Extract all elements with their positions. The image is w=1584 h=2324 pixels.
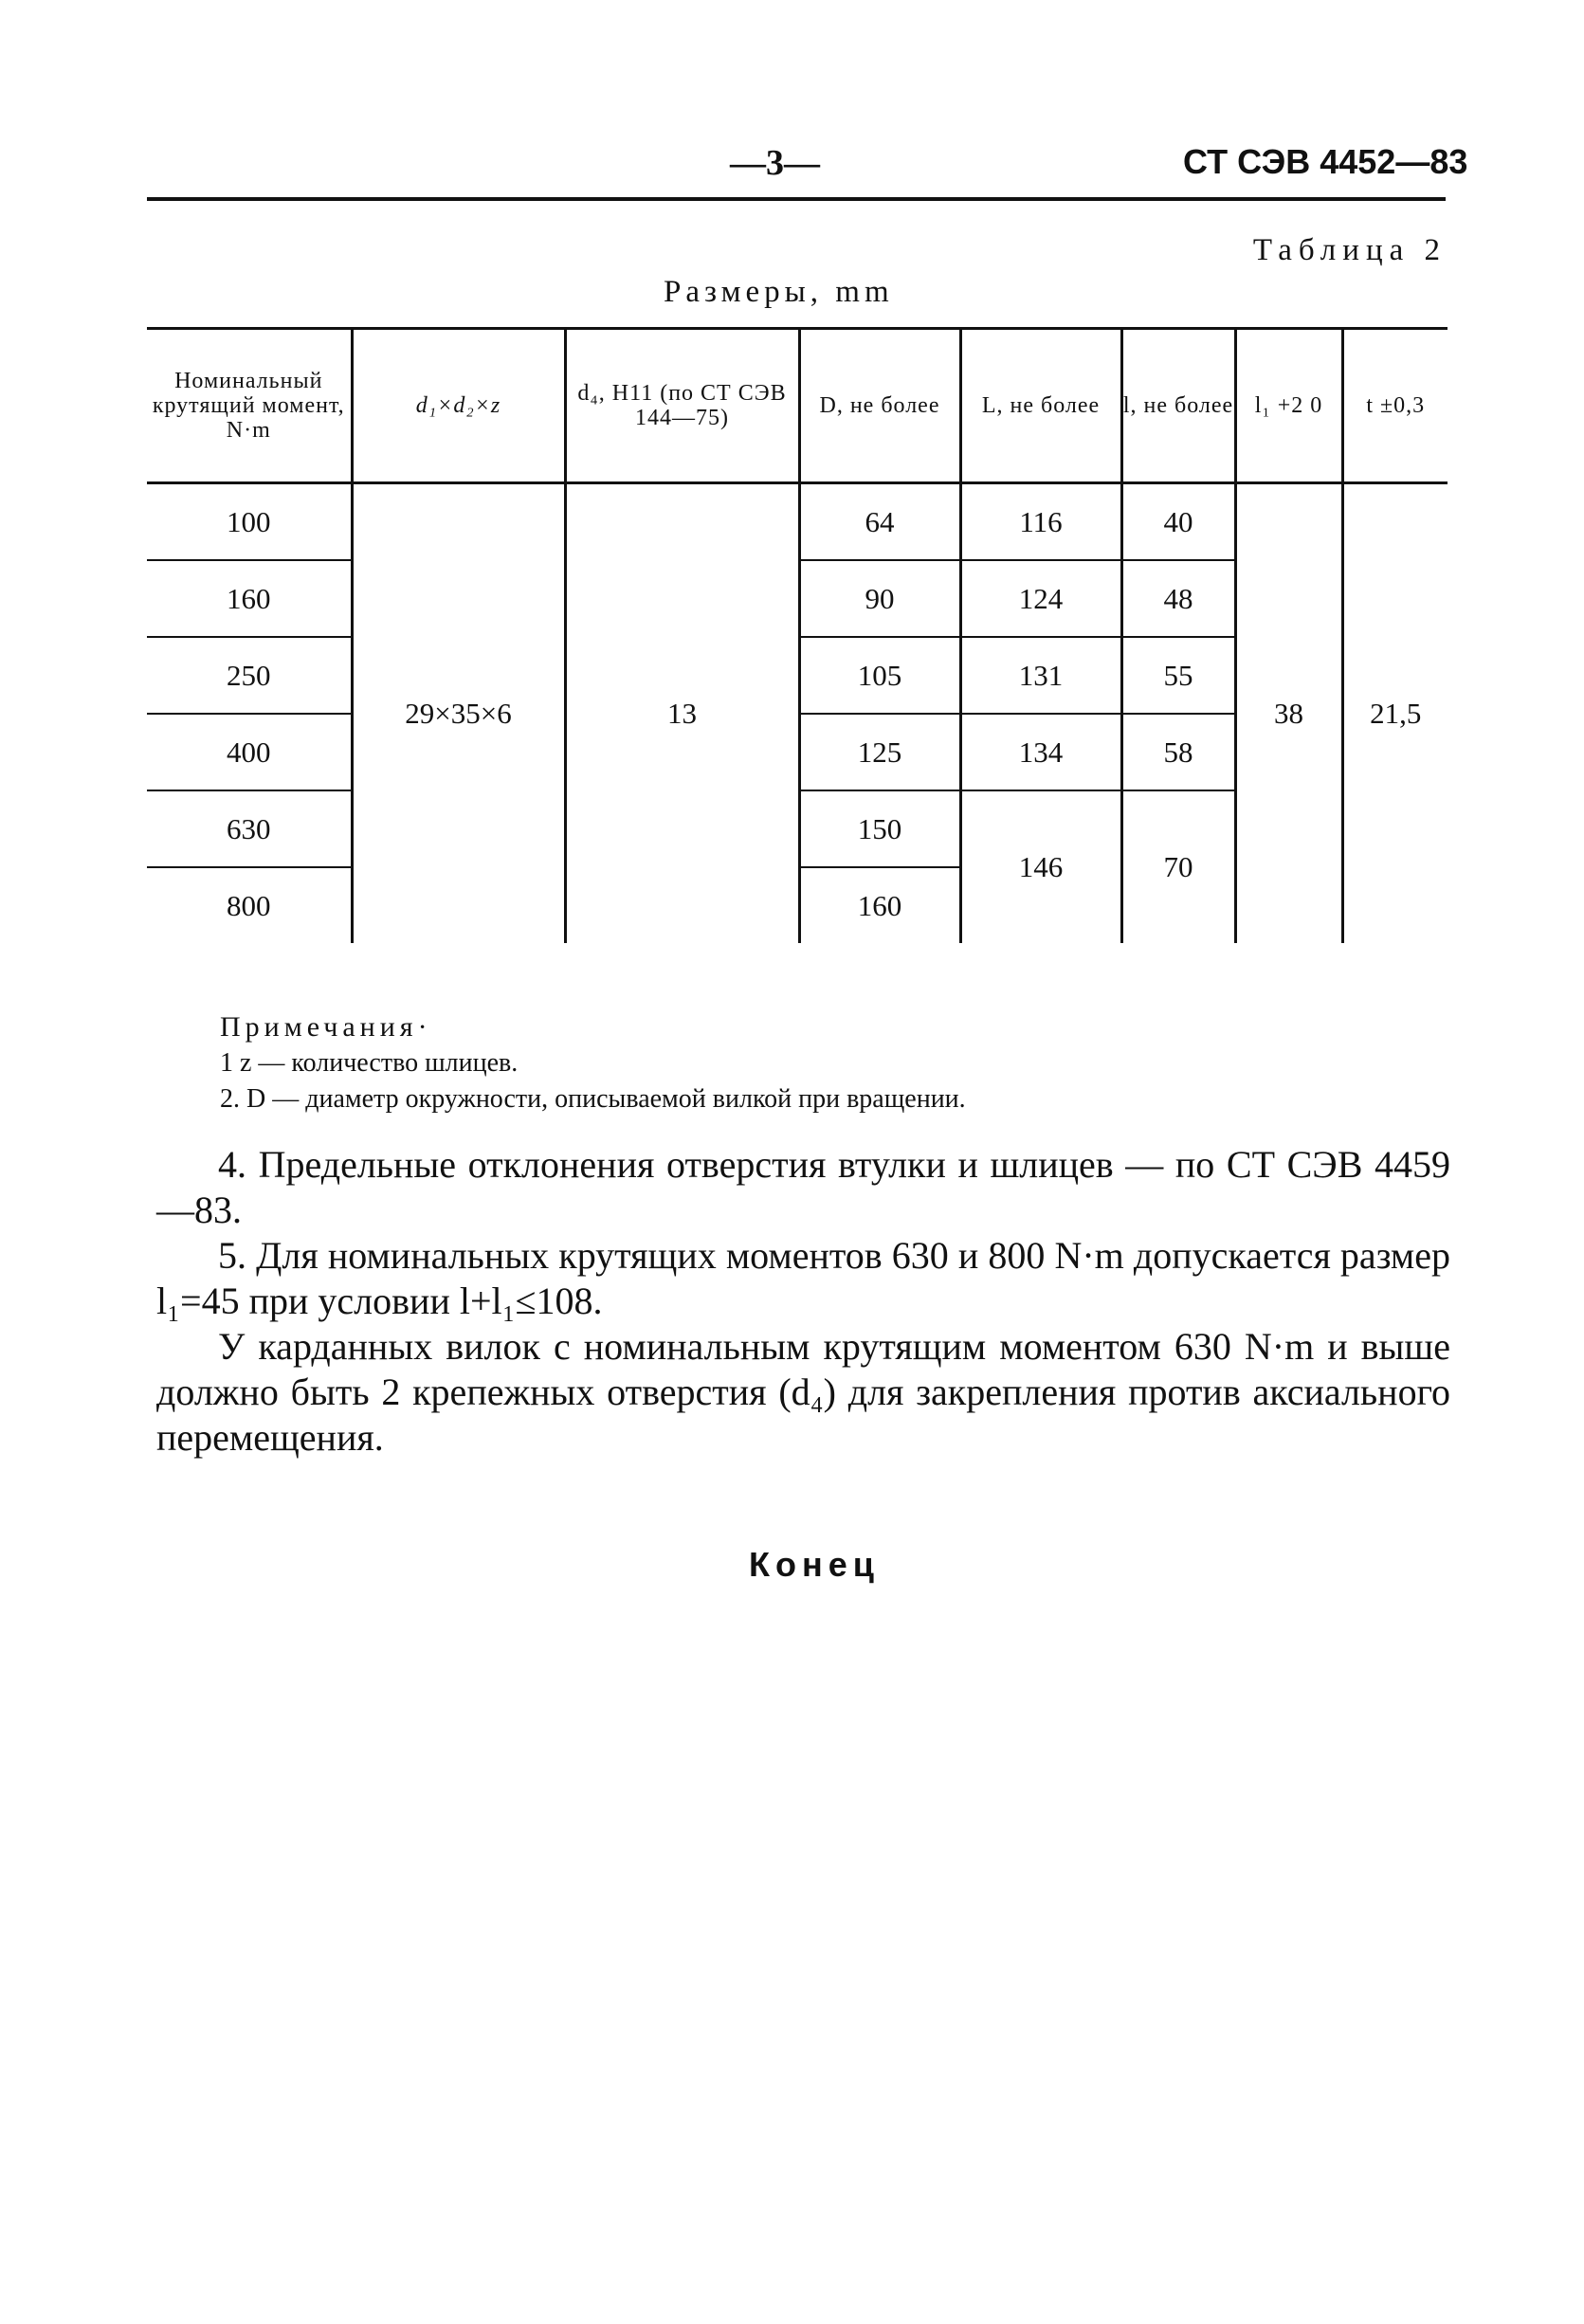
cell-torque: 100: [147, 483, 352, 561]
cell-L: 124: [960, 560, 1121, 637]
header-d4: d₄, H11 (по СТ СЭВ 144—75): [565, 329, 799, 483]
table-label: Таблица 2: [1252, 233, 1447, 267]
cell-D: 150: [799, 790, 960, 867]
body-text: [156, 1142, 1450, 1461]
header-d1d2z: d₁×d₂×z: [352, 329, 565, 483]
header-L: L, не более: [960, 329, 1121, 483]
end-marker: Конец: [749, 1545, 880, 1584]
table-notes: [220, 1009, 966, 1117]
header-t: t ±0,3: [1342, 329, 1447, 483]
cell-torque: 800: [227, 888, 271, 922]
document-code: СТ СЭВ 4452—83: [1183, 142, 1468, 181]
paragraph: У карданных вилок с номинальным крутящим моментом 630 N·m и выше должно быть 2 крепежных отверстия (d₄) для закрепления против аксиального перемещения.: [156, 1325, 1450, 1459]
cell-l: 40: [1121, 483, 1235, 561]
cell-l: 58: [1121, 714, 1235, 790]
header-torque: Номинальный крутящий момент, N·m: [152, 369, 345, 443]
cell-D: 160: [799, 867, 960, 943]
cell-d4: 13: [565, 483, 799, 944]
cell-L: 146: [960, 790, 1121, 943]
units-caption: Размеры, mm: [664, 275, 894, 309]
header-l: l, не более: [1121, 329, 1235, 483]
note-item: 1 z — количество шлицев.: [220, 1048, 519, 1078]
dimensions-table: [147, 327, 1447, 943]
cell-d1d2z: 29×35×6: [352, 483, 565, 944]
paragraph: 5. Для номинальных крутящих моментов 630 и 800 N·m допускается размер l₁=45 при условии l+l₁≤108.: [156, 1234, 1450, 1322]
cell-L: 131: [960, 637, 1121, 714]
cell-t: 21,5: [1342, 483, 1447, 944]
cell-D: 125: [799, 714, 960, 790]
cell-l1: 38: [1235, 483, 1342, 944]
header-D: D, не более: [799, 329, 960, 483]
note-item: 2. D — диаметр окружности, описываемой вилкой при вращении.: [220, 1084, 966, 1114]
header-l1: l₁ +2 0: [1235, 329, 1342, 483]
cell-l: 55: [1121, 637, 1235, 714]
header-rule: [147, 197, 1446, 201]
cell-D: 90: [799, 560, 960, 637]
table-row: [147, 483, 1447, 561]
cell-D: 64: [799, 483, 960, 561]
cell-torque: 250: [147, 637, 352, 714]
page-number: —3—: [730, 143, 820, 183]
cell-L: 116: [960, 483, 1121, 561]
cell-l: 48: [1121, 560, 1235, 637]
paragraph: 4. Предельные отклонения отверстия втулки и шлицев — по СТ СЭВ 4459—83.: [156, 1143, 1450, 1231]
cell-L: 134: [960, 714, 1121, 790]
cell-torque: 160: [147, 560, 352, 637]
cell-torque: 630: [147, 790, 352, 867]
cell-D: 105: [799, 637, 960, 714]
cell-l: 70: [1121, 790, 1235, 943]
table-header-row: [147, 329, 1447, 483]
notes-title: Примечания·: [220, 1011, 432, 1043]
cell-torque: 400: [147, 714, 352, 790]
